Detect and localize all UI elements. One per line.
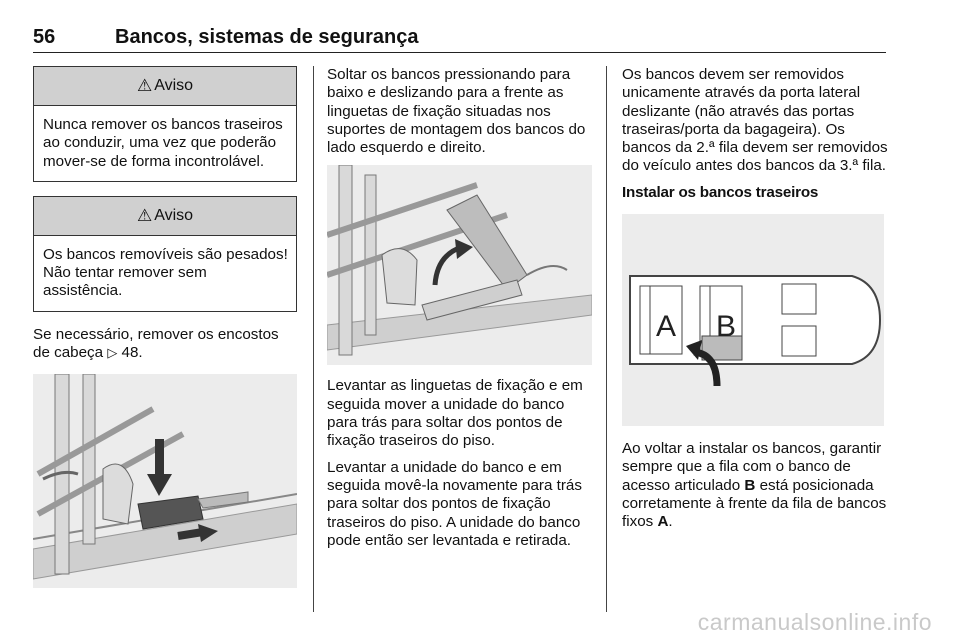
paragraph: Os bancos devem ser removidos unicamente através da porta lateral deslizante (não através das portas traseiras/porta da bagageira). Os bancos da 2.ª fila devem ser removidos do veículo antes dos bancos da 3.ª fila. — [622, 66, 888, 175]
warning-box — [33, 196, 297, 312]
column-2 — [327, 66, 592, 558]
paragraph: Levantar as linguetas de fixação e em seguida mover a unidade do banco para trás para soltar dos pontos de fixação traseiros do piso. — [327, 377, 583, 450]
seat-release-illustration — [327, 165, 592, 365]
warning-text: Nunca remover os bancos traseiros ao conduzir, uma vez que poderão mover-se de forma incontrolável. — [43, 116, 283, 170]
paragraph: Soltar os bancos pressionando para baixo e deslizando para a frente as linguetas de fixação situadas nos suportes de montagem dos bancos do lado esquerdo e direito. — [327, 66, 586, 157]
warning-triangle-icon: ⚠ — [136, 205, 153, 225]
column-3 — [622, 66, 888, 540]
paragraph: Levantar a unidade do banco e em seguida movê-la novamente para trás para soltar dos pontos de fixação traseiros do piso. A unidade do banco pode então ser levantada e retirada. — [327, 458, 582, 549]
warning-header — [34, 67, 296, 106]
watermark: carmanualsonline.info — [697, 609, 932, 635]
page-header — [33, 26, 886, 53]
column-divider — [313, 66, 314, 612]
column-1 — [33, 66, 297, 588]
page-reference-icon[interactable]: ▷ — [107, 345, 118, 361]
section-subheading: Instalar os bancos traseiros — [622, 183, 819, 201]
warning-triangle-icon: ⚠ — [136, 75, 153, 95]
page-reference[interactable]: 48. — [117, 344, 143, 362]
warning-title: Aviso — [154, 76, 194, 94]
page-title: Bancos, sistemas de segurança — [115, 26, 419, 48]
warning-title: Aviso — [154, 206, 194, 224]
seat-layout-diagram — [622, 214, 884, 426]
seat-latch-illustration — [33, 374, 297, 588]
label-a: A — [656, 310, 677, 344]
label-b: B — [716, 310, 737, 344]
warning-header — [34, 197, 296, 236]
paragraph-text: Se necessário, remover os encostos de cabeça — [33, 325, 279, 362]
paragraph: Ao voltar a instalar os bancos, garantir sempre que a fila com o banco de acesso articulado B está posicionada corretamente à frente da fila de bancos fixos A. — [622, 440, 887, 531]
warning-text: Os bancos removíveis são pesados! Não tentar remover sem assistência. — [43, 245, 288, 300]
column-divider — [606, 66, 607, 612]
page-number: 56 — [33, 26, 56, 48]
warning-box — [33, 66, 297, 182]
paragraph — [33, 326, 297, 363]
